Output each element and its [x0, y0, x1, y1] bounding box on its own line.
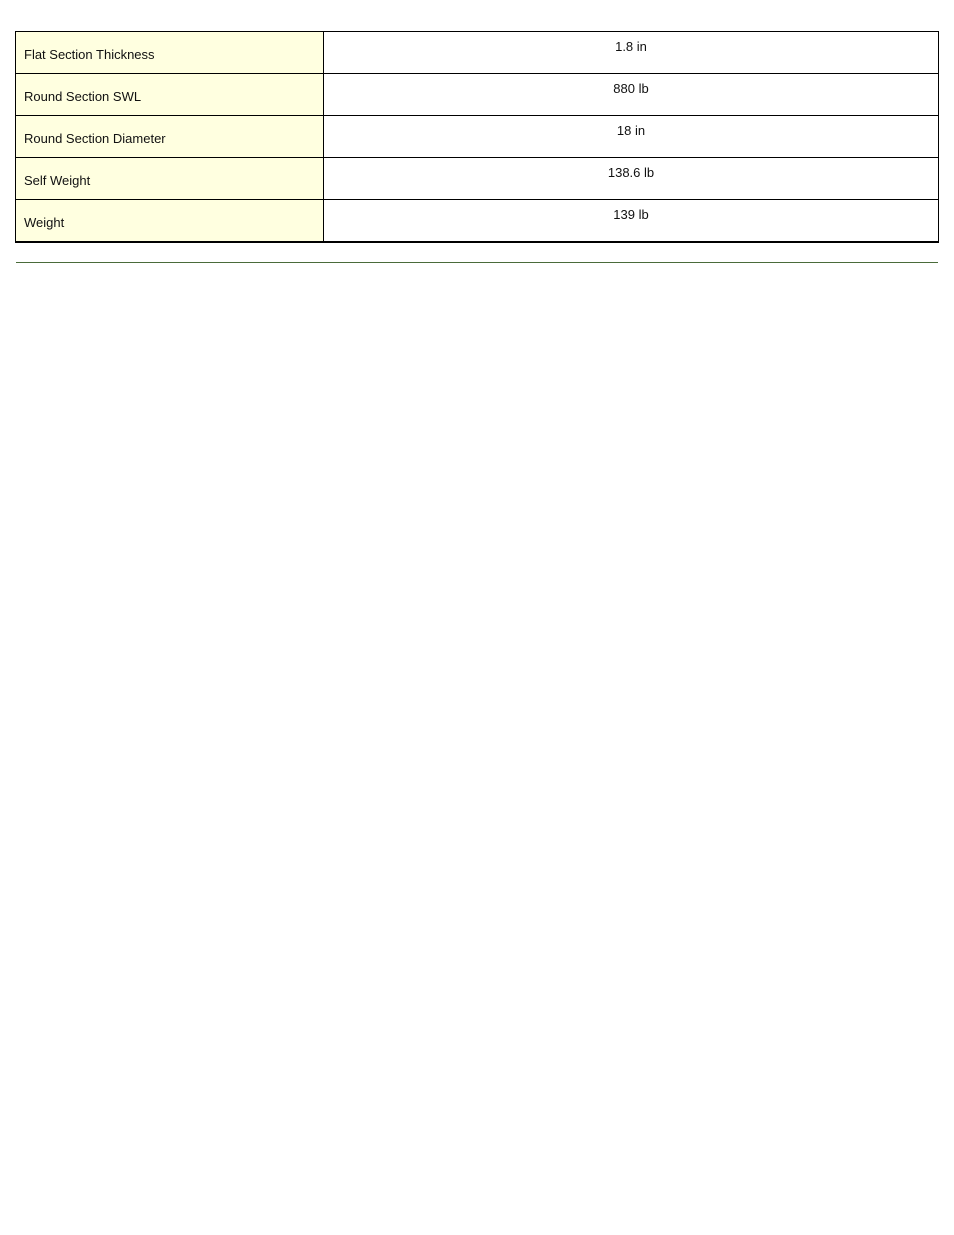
property-value: 138.6 lb: [324, 158, 939, 200]
property-label: Flat Section Thickness: [16, 32, 324, 74]
table-row: [16, 158, 939, 200]
property-value: 1.8 in: [324, 32, 939, 74]
property-label: Round Section SWL: [16, 74, 324, 116]
table-row: [16, 74, 939, 116]
table-row: [16, 116, 939, 158]
horizontal-divider: [16, 262, 938, 263]
property-label: Weight: [16, 200, 324, 242]
table-row: [16, 32, 939, 74]
property-label: Round Section Diameter: [16, 116, 324, 158]
table-row: [16, 200, 939, 242]
property-value: 18 in: [324, 116, 939, 158]
property-value: 139 lb: [324, 200, 939, 242]
properties-table: [15, 31, 939, 243]
property-value: 880 lb: [324, 74, 939, 116]
property-label: Self Weight: [16, 158, 324, 200]
